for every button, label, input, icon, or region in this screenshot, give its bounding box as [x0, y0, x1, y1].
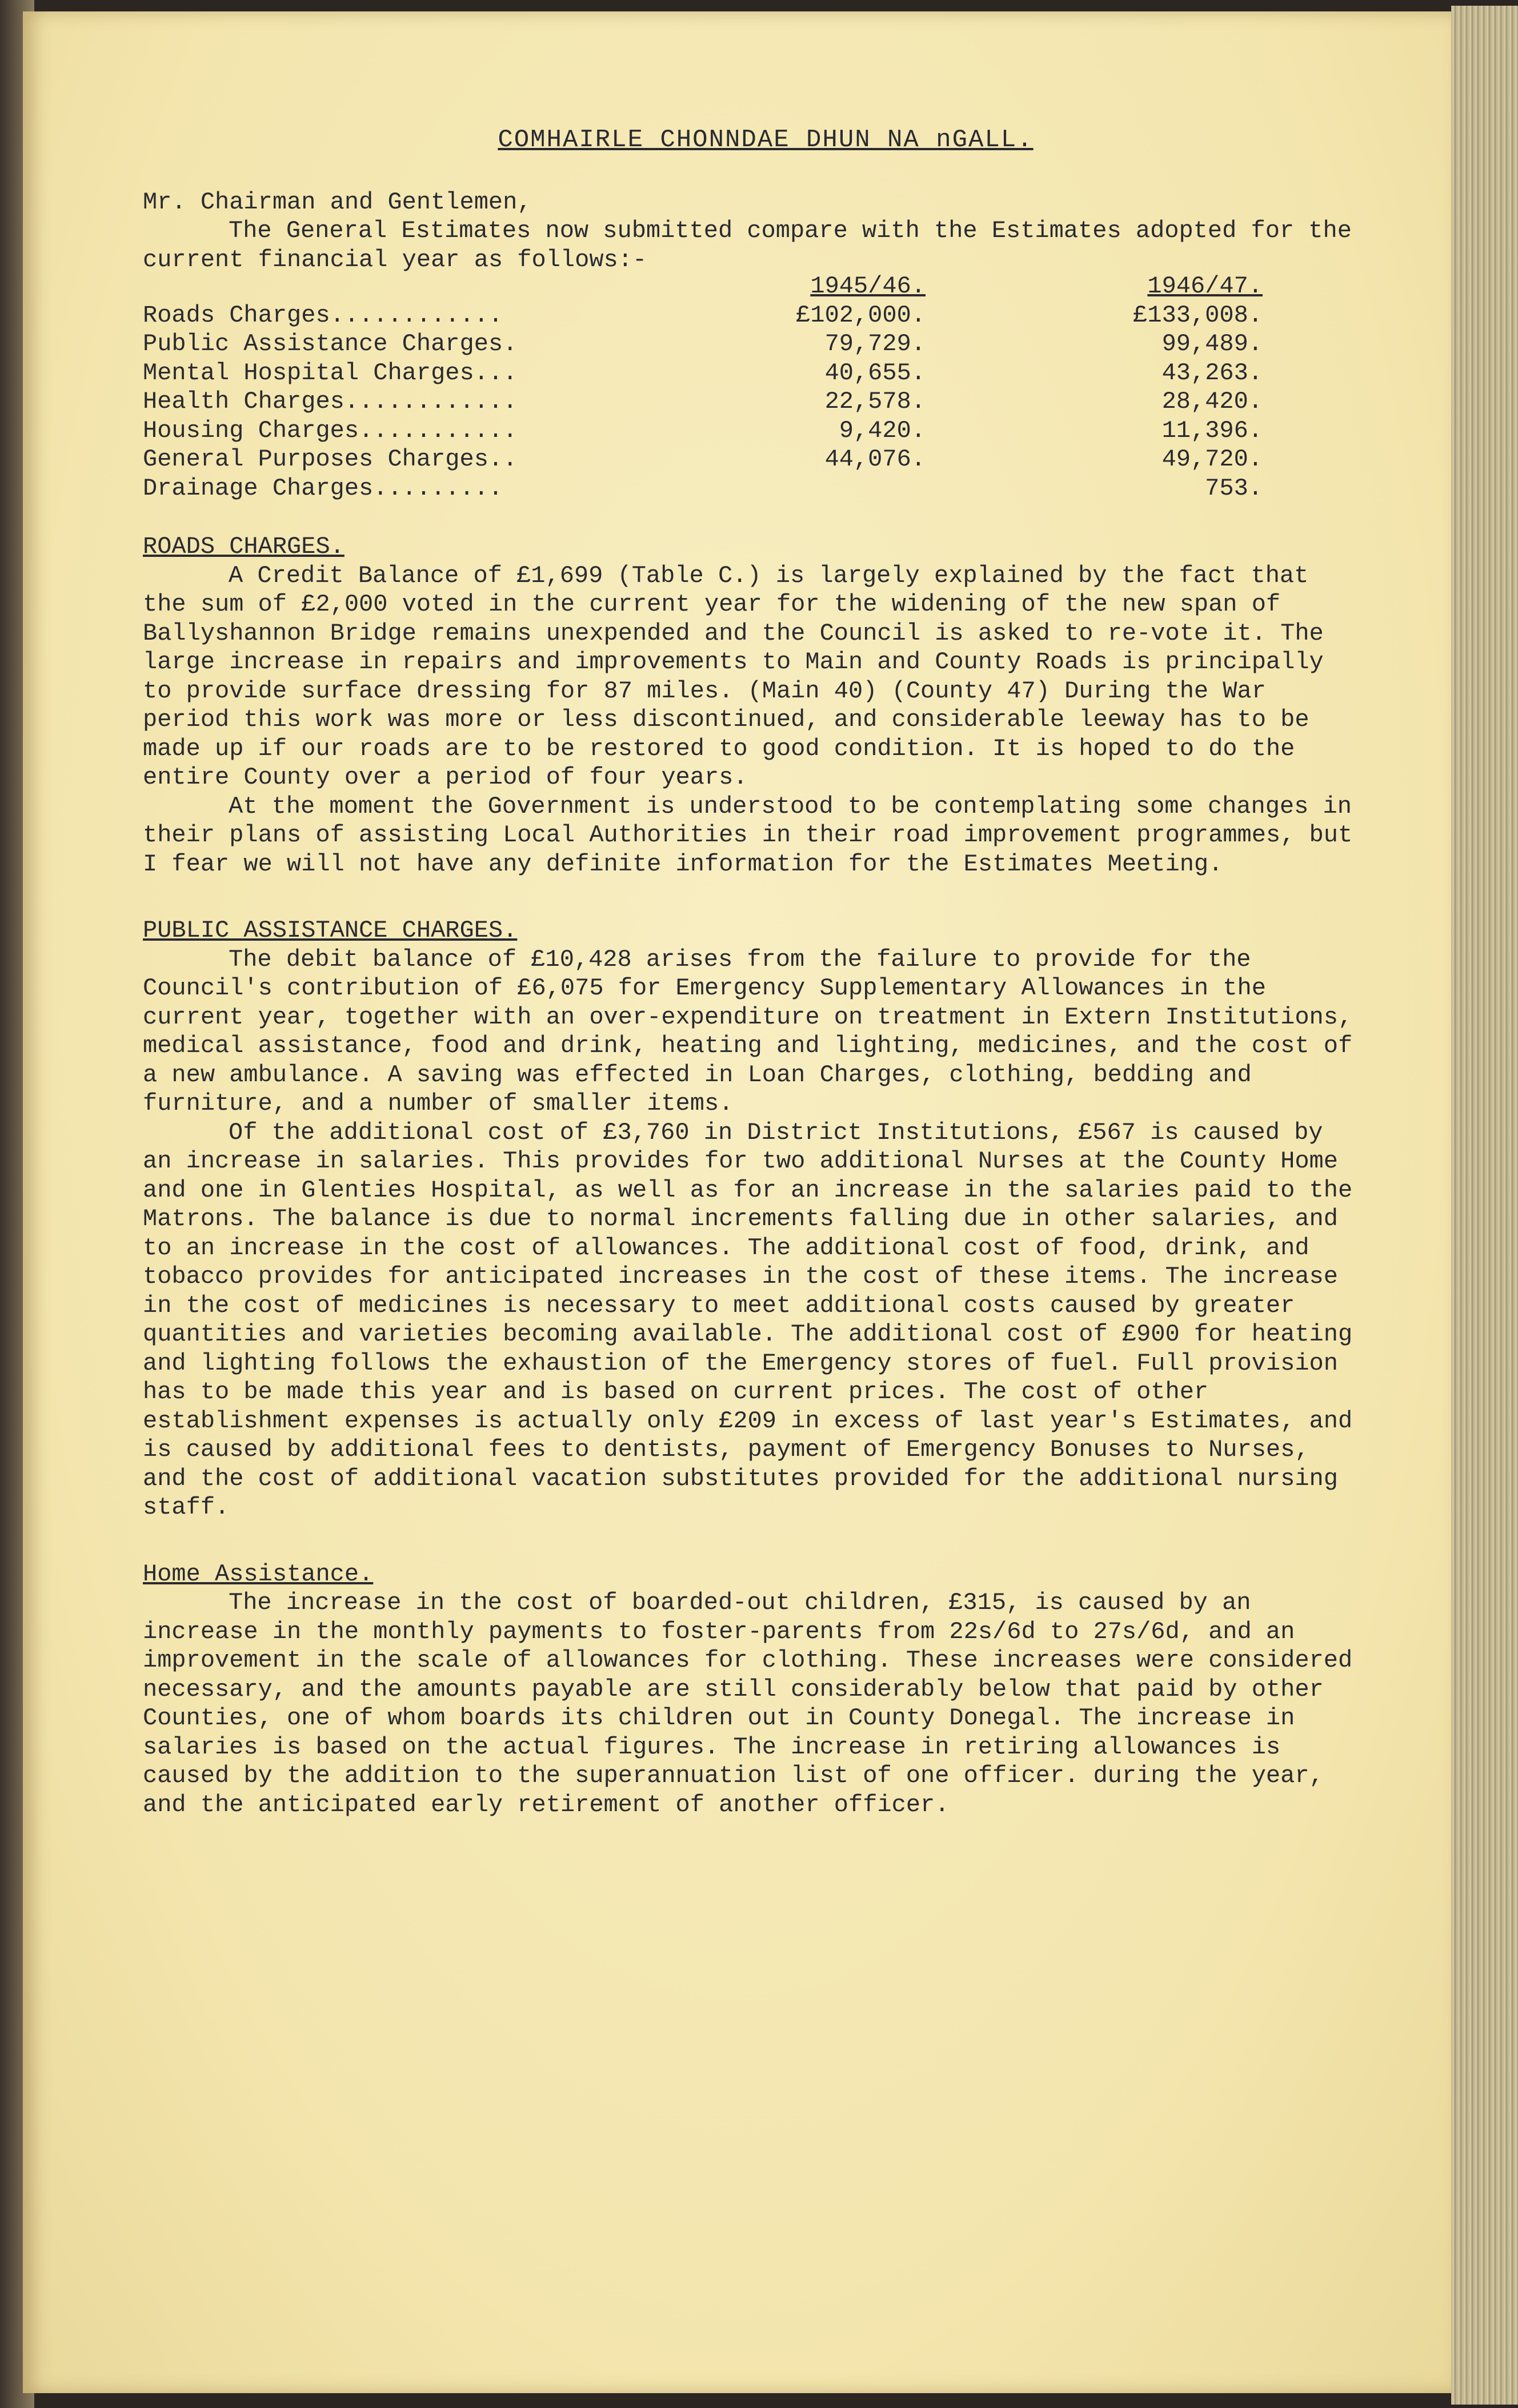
estimates-row: [143, 301, 1280, 330]
estimates-row: [143, 474, 1280, 503]
intro-paragraph: The General Estimates now submitted compare with the Estimates adopted for the current financial year as follows:-: [143, 217, 1367, 274]
public-assistance-heading: PUBLIC ASSISTANCE CHARGES.: [143, 917, 518, 944]
estimate-1945: 9,420.: [839, 416, 926, 444]
estimate-label: Mental Hospital Charges...: [143, 359, 518, 387]
estimate-1946: 11,396.: [1161, 416, 1263, 444]
estimate-1945: 22,578.: [824, 388, 926, 415]
home-assistance-heading: Home Assistance.: [143, 1560, 374, 1588]
public-assistance-paragraph-1: The debit balance of £10,428 arises from the failure to provide for the Council's contribution of £6,075 for Emergency Supplementary Allowances in the current year, together with an over-expenditure on treatment in Extern Institutions, medical assistance, food and drink, heating and lighting, medicines, and the cost of a new ambulance. A saving was effected in Loan Charges, clothing, bedding and furniture, and a number of smaller items.: [143, 945, 1367, 1117]
roads-heading: ROADS CHARGES.: [143, 533, 345, 560]
document-body: [143, 126, 1367, 1819]
estimates-row: [143, 445, 1280, 474]
estimate-1946: 753.: [1205, 474, 1263, 502]
salutation: Mr. Chairman and Gentlemen,: [143, 188, 532, 216]
page-edges: [1451, 6, 1518, 2405]
document-title: COMHAIRLE CHONNDAE DHUN NA nGALL.: [498, 126, 1034, 154]
public-assistance-paragraph-2: Of the additional cost of £3,760 in District Institutions, £567 is caused by an increase in salaries. This provides for two additional Nurses at the County Home and one in Glenties Hospital, as well as for an increase in the salaries paid to the Matrons. The balance is due to normal increments falling due in other salaries, and to an increase in the cost of allowances. The additional cost of food, drink, and tobacco provides for anticipated increases in the cost of these items. The increase in the cost of medicines is necessary to meet additional costs caused by greater quantities and varieties becoming available. The additional cost of £900 for heating and lighting follows the exhaustion of the Emergency stores of fuel. Full provision has to be made this year and is based on current prices. The cost of other establishment expenses is actually only £209 in excess of last year's Estimates, and is caused by additional fees to dentists, payment of Emergency Bonuses to Nurses, and the cost of additional vacation substitutes provided for the additional nursing staff.: [143, 1118, 1367, 1521]
estimate-1945: 40,655.: [824, 359, 926, 387]
estimate-label: Drainage Charges.........: [143, 474, 503, 502]
home-assistance-paragraph: The increase in the cost of boarded-out children, £315, is caused by an increase in the monthly payments to foster-parents from 22s/6d to 27s/6d, and an improvement in the scale of allowances for clothing. These increases were considered necessary, and the amounts payable are still considerably below that paid by other Counties, one of whom boards its children out in County Donegal. The increase in salaries is based on the actual figures. The increase in retiring allowances is caused by the addition to the superannuation list of one officer. during the year, and the anticipated early retirement of another officer.: [143, 1589, 1367, 1819]
estimate-1945: 44,076.: [824, 446, 926, 473]
estimate-label: Housing Charges...........: [143, 416, 518, 444]
estimates-header-row: [143, 272, 1280, 301]
estimate-1945: [600, 474, 943, 503]
estimate-label: Public Assistance Charges.: [143, 330, 518, 358]
estimate-1946: 49,720.: [1161, 446, 1263, 473]
estimate-1946: 28,420.: [1161, 388, 1263, 415]
estimates-row: [143, 387, 1280, 416]
estimates-col-1945: 1945/46.: [810, 272, 926, 300]
document-page: [23, 11, 1451, 2393]
estimate-label: General Purposes Charges..: [143, 446, 518, 473]
estimate-1946: £133,008.: [1133, 301, 1263, 329]
estimates-header-blank: [143, 272, 600, 301]
estimate-1946: 43,263.: [1161, 359, 1263, 387]
estimates-col-1946: 1946/47.: [1147, 272, 1263, 300]
estimate-1945: 79,729.: [824, 330, 926, 358]
estimates-row: [143, 359, 1280, 388]
roads-paragraph-1: A Credit Balance of £1,699 (Table C.) is largely explained by the fact that the sum of £2,000 voted in the current year for the widening of the new span of Ballyshannon Bridge remains unexpended and the Council is asked to re-vote it. The large increase in repairs and improvements to Main and County Roads is principally to provide surface dressing for 87 miles. (Main 40) (County 47) During the War period this work was more or less discontinued, and considerable leeway has to be made up if our roads are to be restored to good condition. It is hoped to do the entire County over a period of four years.: [143, 561, 1338, 791]
estimate-label: Roads Charges............: [143, 301, 503, 329]
estimate-1946: 99,489.: [1161, 330, 1263, 358]
roads-paragraph-2: At the moment the Government is understood to be contemplating some changes in their plans of assisting Local Authorities in their road improvement programmes, but I fear we will not have any definite information for the Estimates Meeting.: [143, 792, 1367, 878]
estimates-table: [143, 272, 1280, 503]
estimate-label: Health Charges............: [143, 388, 518, 415]
estimate-1945: £102,000.: [796, 301, 926, 329]
estimates-row: [143, 330, 1280, 359]
estimates-row: [143, 416, 1280, 446]
